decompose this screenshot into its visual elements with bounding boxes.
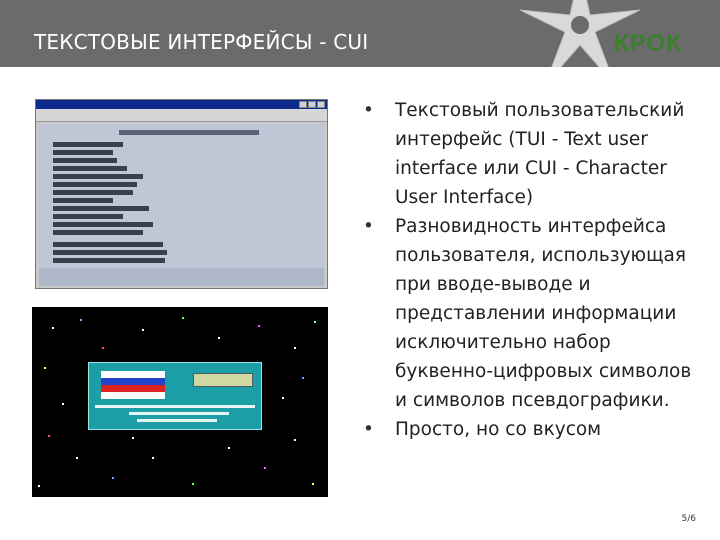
status-line <box>39 268 324 286</box>
text-mode-screen <box>39 124 324 286</box>
bullet-list <box>357 96 702 444</box>
tui-screenshot <box>35 99 328 289</box>
flag-graphic <box>101 371 165 399</box>
slide-title: ТЕКСТОВЫЕ ИНТЕРФЕЙСЫ - CUI <box>34 30 369 54</box>
dialog-label <box>193 373 253 387</box>
company-logo: КРОК <box>614 30 682 57</box>
maximize-icon <box>308 101 316 108</box>
bullet-item: • Текстовый пользовательский интерфейс (TUI - Text user interface или CUI - Character User Interface) <box>357 96 702 212</box>
close-icon <box>317 101 325 108</box>
window-toolbar <box>36 109 327 122</box>
bullet-item: • Разновидность интерфейса пользователя, использующая при вводе-выводе и представлении информации исключительно набор буквенно-цифровых символов и символов псевдографики. <box>357 212 702 415</box>
bullet-item: • Просто, но со вкусом <box>357 415 702 444</box>
page-number: 5/6 <box>681 514 696 524</box>
slide-header <box>0 0 720 67</box>
window-titlebar <box>36 100 327 109</box>
minimize-icon <box>299 101 307 108</box>
cui-dialog-screenshot <box>32 307 328 497</box>
cui-dialog <box>88 362 262 430</box>
